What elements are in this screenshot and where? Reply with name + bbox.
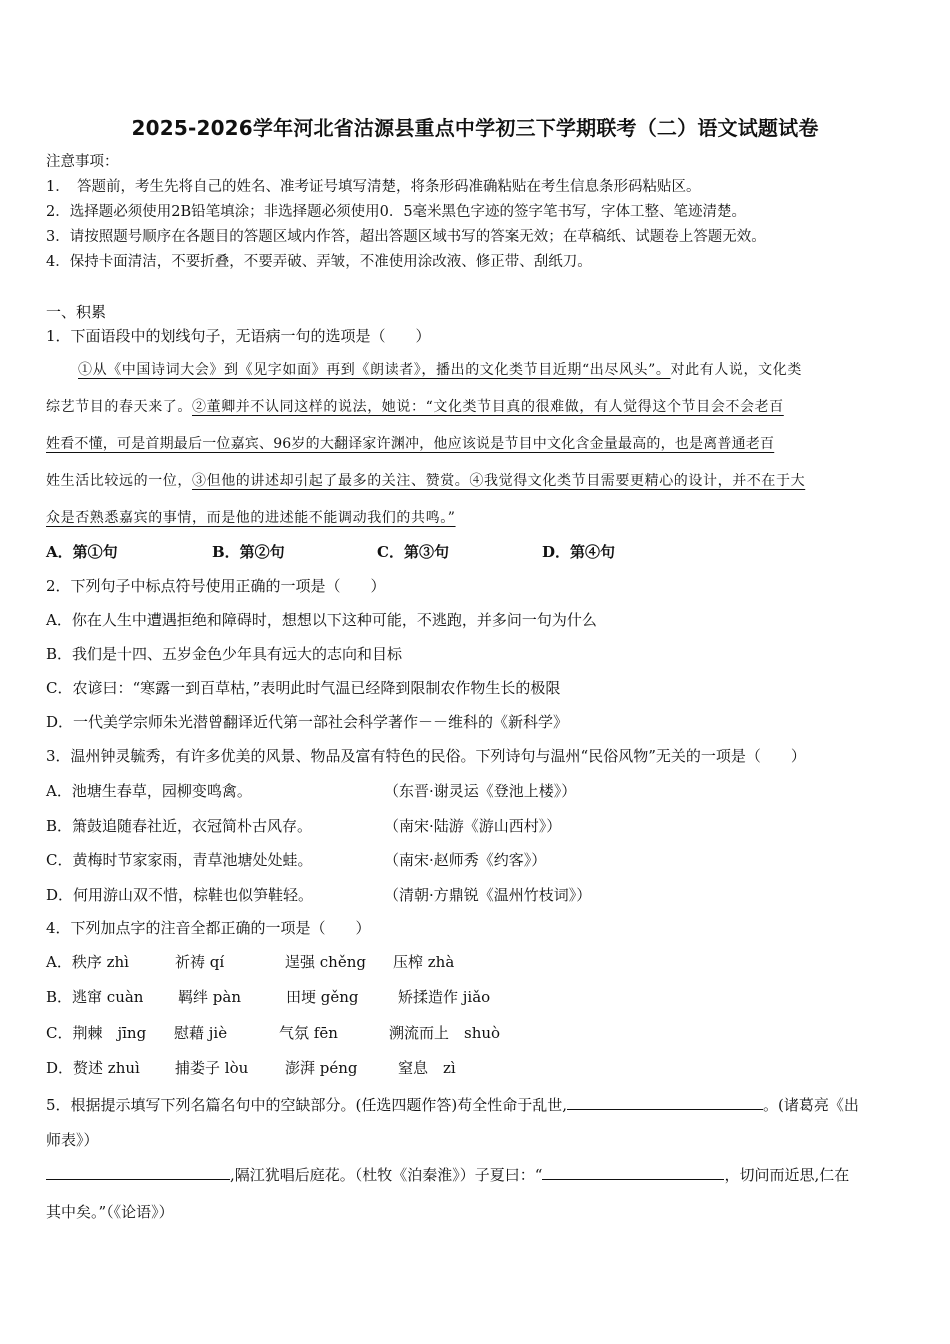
q1-passage-text: 对此有人说，文化类	[670, 362, 802, 378]
notice-item-1: 1． 答题前，考生先将自己的姓名、准考证号填写清楚，将条形码准确粘贴在考生信息条形码粘贴区。	[46, 179, 701, 195]
q1-underlined-sentence-2: ②董卿并不认同这样的说法，她说：“文化类节目真的很难做，有人觉得这个节目会不会老百	[192, 399, 784, 415]
q3-stem: 3．温州钟灵毓秀，有许多优美的风景、物品及富有特色的民俗。下列诗句与温州“民俗风物”无关的一项是（ ）	[46, 747, 806, 765]
q1-passage-text: 姓生活比较远的一位，	[46, 473, 192, 489]
q2-option-c[interactable]: C．农谚曰：“寒露一到百草枯，”表明此时气温已经降到限制农作物生长的极限	[46, 679, 561, 697]
q2-option-b[interactable]: B．我们是十四、五岁金色少年具有远大的志向和目标	[46, 645, 403, 663]
q4-option-a-item: 压榨 zhà	[393, 953, 455, 971]
q1-option-a[interactable]: A．第①句	[46, 543, 118, 561]
q4-option-b-item: 羁绊 pàn	[178, 988, 241, 1006]
q3-option-b[interactable]: B．箫鼓追随春社近，衣冠简朴古风存。	[46, 817, 313, 835]
q4-option-b-item: 田埂 gěng	[286, 988, 359, 1006]
q2-stem: 2．下列句子中标点符号使用正确的一项是（ ）	[46, 577, 386, 595]
page-title: 2025-2026学年河北省沽源县重点中学初三下学期联考（二）语文试题试卷	[131, 116, 819, 140]
q2-option-d[interactable]: D．一代美学宗师朱光潜曾翻译近代第一部社会科学著作－－维科的《新科学》	[46, 713, 569, 731]
q5-text: ，切问而近思,仁在	[724, 1166, 850, 1184]
notice-item-4: 4．保持卡面清洁，不要折叠，不要弄破、弄皱，不准使用涂改液、修正带、刮纸刀。	[46, 254, 592, 270]
q4-option-d[interactable]: D．赘述 zhuì	[46, 1059, 140, 1077]
q4-option-c-item: 气氛 fēn	[279, 1024, 338, 1042]
q5-text: 5．根据提示填写下列名篇名句中的空缺部分。(任选四题作答)苟全性命于乱世,	[46, 1096, 568, 1114]
q1-underlined-sentence-3-4: ③但他的讲述却引起了最多的关注、赞赏。④我觉得文化类节目需要更精心的设计，并不在于大	[192, 473, 806, 489]
section-heading: 一、积累	[46, 303, 107, 321]
q1-option-b[interactable]: B．第②句	[212, 543, 285, 561]
q1-stem: 1．下面语段中的划线句子，无语病一句的选项是（ ）	[46, 327, 431, 345]
q2-option-a[interactable]: A．你在人生中遭遇拒绝和障碍时，想想以下这种可能，不逃跑，并多问一句为什么	[46, 611, 597, 629]
q3-option-c-source: （南宋·赵师秀《约客》）	[384, 851, 547, 869]
q1-underlined-sentence-1: ①从《中国诗词大会》到《见字如面》再到《朗读者》，播出的文化类节目近期“出尽风头”。	[78, 362, 671, 378]
notice-heading: 注意事项：	[46, 154, 119, 170]
q4-option-a-item: 祈祷 qí	[175, 953, 225, 971]
q4-option-a[interactable]: A．秩序 zhì	[46, 953, 129, 971]
q4-option-c[interactable]: C．荆棘 jīng	[46, 1024, 147, 1042]
q5-blank-1[interactable]	[567, 1095, 763, 1110]
q5-line-4: 其中矣。”（《论语》）	[46, 1203, 174, 1221]
q5-blank-3[interactable]	[542, 1165, 724, 1180]
q3-option-a[interactable]: A．池塘生春草，园柳变鸣禽。	[46, 782, 252, 800]
q1-passage-line-1	[78, 360, 802, 380]
q5-text: ,隔江犹唱后庭花。（杜牧《泊秦淮》）子夏曰：“	[230, 1166, 543, 1184]
q1-passage-text: 综艺节目的春天来了。	[46, 399, 192, 415]
q3-option-d[interactable]: D．何用游山双不惜，棕鞋也似笋鞋轻。	[46, 886, 314, 904]
q5-line-3	[46, 1165, 849, 1185]
q4-option-b[interactable]: B．逃窜 cuàn	[46, 988, 144, 1006]
q4-option-b-item: 矫揉造作 jiǎo	[398, 988, 491, 1006]
q5-text: 。(诸葛亮《出	[763, 1096, 859, 1114]
q1-passage-line-2	[46, 397, 784, 417]
q5-blank-2[interactable]	[46, 1165, 230, 1180]
q5-line-2: 师表》）	[46, 1131, 99, 1149]
q4-stem: 4．下列加点字的注音全都正确的一项是（ ）	[46, 919, 371, 937]
q4-option-d-item: 澎湃 péng	[285, 1059, 358, 1077]
q4-option-c-item: 慰藉 jiè	[174, 1024, 228, 1042]
q1-option-d[interactable]: D．第④句	[542, 543, 616, 561]
q3-option-a-source: （东晋·谢灵运《登池上楼》）	[384, 782, 577, 800]
q1-option-c[interactable]: C．第③句	[377, 543, 449, 561]
q3-option-d-source: （清朝·方鼎锐《温州竹枝词》）	[384, 886, 592, 904]
q4-option-d-item: 捕娄子 lòu	[175, 1059, 249, 1077]
notice-item-2: 2．选择题必须使用2B铅笔填涂；非选择题必须使用0．5毫米黑色字迹的签字笔书写，字体工整、笔迹清楚。	[46, 204, 747, 220]
q4-option-a-item: 逞强 chěng	[285, 953, 366, 971]
q1-passage-line-4	[46, 471, 805, 491]
q3-option-c[interactable]: C．黄梅时节家家雨，青草池塘处处蛙。	[46, 851, 313, 869]
q1-passage-line-5	[46, 508, 456, 528]
q1-passage-line-3	[46, 434, 774, 454]
q1-underlined-sentence-2-cont: 姓看不懂，可是首期最后一位嘉宾、96岁的大翻译家许渊冲，他应该说是节目中文化含金量最高的，也是离普通老百	[46, 436, 775, 452]
notice-item-3: 3．请按照题号顺序在各题目的答题区域内作答，超出答题区域书写的答案无效；在草稿纸、试题卷上答题无效。	[46, 229, 766, 245]
q1-underlined-sentence-4-cont: 众是否熟悉嘉宾的事情，而是他的进述能不能调动我们的共鸣。”	[46, 510, 456, 526]
q3-option-b-source: （南宋·陆游《游山西村》）	[384, 817, 562, 835]
q5-line-1	[46, 1095, 859, 1115]
q4-option-d-item: 窒息 zì	[398, 1059, 456, 1077]
q4-option-c-item: 溯流而上 shuò	[389, 1024, 501, 1042]
